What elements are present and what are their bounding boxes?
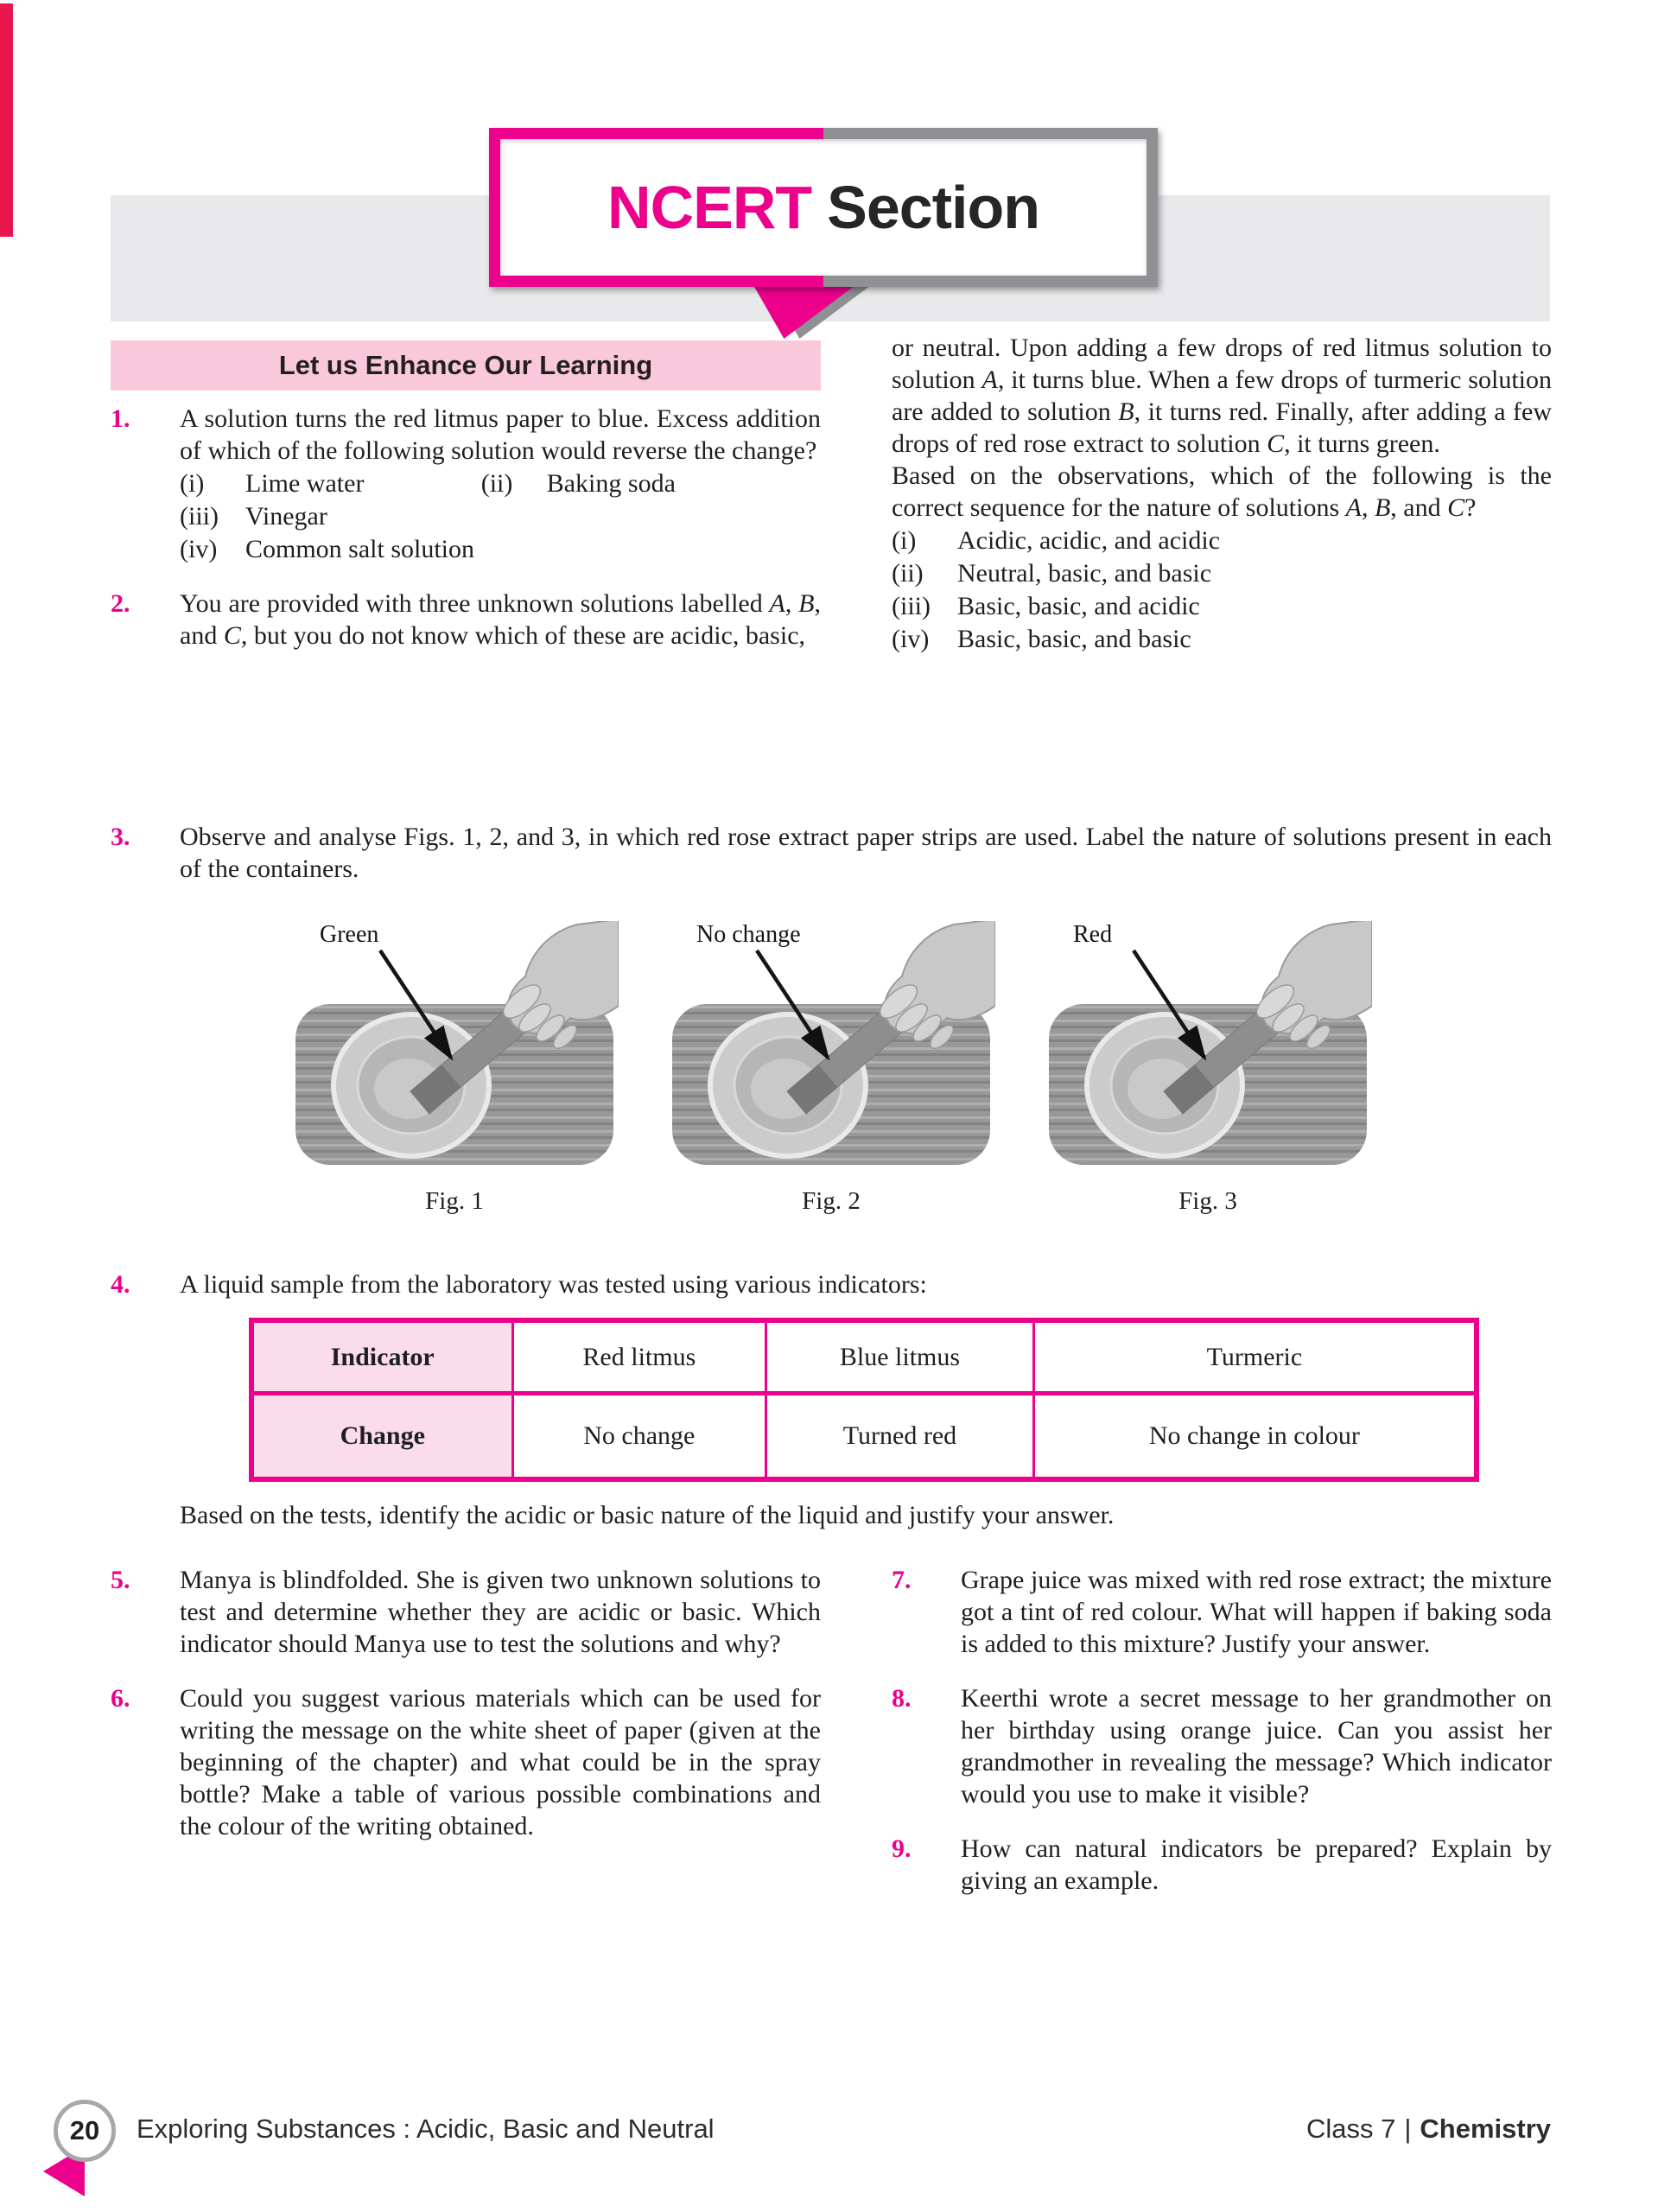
question-number: 2. [111,589,130,618]
option-text: Common salt solution [245,535,475,563]
question-8 [892,1682,1552,1810]
table-row [251,1393,1477,1479]
class-info [1306,2113,1551,2145]
text-segment: , it turns red. Finally, after adding a few drops of red rose extract to solution [892,397,1552,458]
text-segment: C [1447,493,1465,522]
option-label: (iv) [892,625,930,653]
question-number: 9. [892,1834,912,1863]
figures-row [111,921,1552,1216]
option-label: (ii) [892,559,924,588]
question-text: Grape juice was mixed with red rose extract; the mixture got a tint of red colour. What will happen if baking soda is added to this mixture? Justify your answer. [961,1566,1552,1658]
chapter-title: Exploring Substances : Acidic, Basic and Neutral [137,2113,715,2144]
indicator-table [249,1318,1479,1482]
section-title [500,139,1147,276]
option-label: (iii) [180,502,219,531]
option-line [892,524,1552,556]
text-segment: A [769,589,785,618]
table-row [251,1320,1477,1393]
text-segment: You are provided with three unknown solutions labelled [180,589,770,618]
table-cell: Turned red [766,1393,1034,1479]
table-cell: Blue litmus [766,1320,1034,1393]
question-4 [111,1268,1552,1531]
question-number: 8. [892,1684,912,1713]
question-body [180,1682,821,1842]
text-segment: B [1374,493,1391,522]
left-column-top [111,403,821,674]
strip-test-illustration [290,921,619,1180]
question-body [961,1833,1552,1897]
subject-label: Chemistry [1420,2113,1551,2144]
text-segment: or neutral. Upon adding a few drops of red litmus solution to solution [892,334,1552,394]
text-segment: , it turns blue. When a few drops of turmeric solution are added to solution [892,365,1552,426]
question-3-block [111,821,1552,907]
table-header-cell: Indicator [251,1320,512,1393]
figure-result-label: No change [696,921,801,948]
option-text: Acidic, acidic, and acidic [957,526,1221,555]
option-line [180,500,821,532]
figure-1 [290,921,619,1216]
text-segment: A [981,365,998,394]
option-line [892,590,1552,622]
text-segment: , and [1390,493,1448,522]
question-text: Could you suggest various materials which can be used for writing the message on the white sheet of paper (given at the beginning of the chapter) and what could be in the spray bottle? Make a table of various possible combinations and the colour of the writing obtained. [180,1684,821,1840]
question-2-continuation [892,332,1552,460]
text-segment: C [223,621,241,650]
strip-test-illustration [1044,921,1372,1180]
option-line [180,467,821,499]
question-text: Keerthi wrote a secret message to her grandmother on her birthday using orange juice. Can you assist her grandmother in revealing the message? Which indicator would you use to make it visible? [961,1684,1552,1808]
learning-banner [111,340,821,391]
option-text: Basic, basic, and acidic [957,592,1200,620]
page-number: 20 [69,2115,100,2145]
text-segment: , [785,589,799,618]
figure-caption: Fig. 1 [425,1187,484,1215]
option-ii [481,469,676,498]
class-label: Class 7 [1305,2113,1396,2144]
question-body [180,403,821,565]
right-column-bottom [892,1564,1552,1919]
question-number: 4. [111,1270,130,1299]
figure-result-label: Red [1073,921,1113,948]
question-2-subquestion [892,460,1552,524]
option-text: Basic, basic, and basic [957,625,1191,653]
table-cell: No change in colour [1033,1393,1477,1479]
option-label: (iii) [892,592,931,620]
question-text [180,588,821,652]
question-9 [892,1833,1552,1897]
question-3 [111,821,1552,885]
question-number: 5. [111,1566,130,1594]
option-text: Baking soda [546,469,676,498]
table-header-cell: Change [251,1393,512,1479]
option-label: (iv) [180,535,218,563]
question-text: A liquid sample from the laboratory was tested using various indicators: [180,1270,927,1299]
figure-result-label: Green [320,921,379,948]
figure-3 [1044,921,1372,1216]
question-body [961,1564,1552,1660]
learning-banner-title: Let us Enhance Our Learning [278,350,653,380]
page-footer [0,2098,1658,2210]
figure-caption: Fig. 3 [1178,1187,1237,1215]
table-cell: No change [512,1393,766,1479]
question-4-block [111,1268,1552,1554]
text-segment: , it turns green. [1284,429,1440,458]
text-segment: B [798,589,815,618]
text-segment: B [1118,397,1134,426]
text-segment: C [1267,429,1285,458]
option-line [892,557,1552,589]
divider: | [1404,2113,1412,2144]
question-body [961,1682,1552,1810]
option-line [180,533,821,565]
page-number-badge [54,2100,116,2162]
text-segment: Based on the observations, which of the following is the correct sequence for the nature of solutions [892,461,1552,522]
question-text: Observe and analyse Figs. 1, 2, and 3, in which red rose extract paper strips are used. Label the nature of solutions present in each of the containers. [180,823,1552,883]
section-title-bubble [489,128,1158,287]
question-5 [111,1564,821,1660]
strip-test-illustration [667,921,995,1180]
corner-accent-bar [0,3,13,237]
question-body [180,1564,821,1660]
option-text: Vinegar [245,502,327,531]
section-title-accent: NCERT [607,174,812,241]
option-line [892,623,1552,655]
question-2 [111,588,821,652]
question-7 [892,1564,1552,1660]
section-title-rest: Section [827,174,1039,241]
question-1 [111,403,821,565]
text-segment: , but you do not know which of these are acidic, basic, [240,621,806,650]
question-number: 6. [111,1684,130,1713]
text-segment: ? [1464,493,1477,522]
question-number: 3. [111,823,130,851]
question-note: Based on the tests, identify the acidic or basic nature of the liquid and justify your answer. [180,1501,1115,1529]
question-number: 1. [111,404,130,433]
question-body [180,588,821,652]
option-iv [180,535,474,563]
figure-caption: Fig. 2 [802,1187,861,1215]
question-6 [111,1682,821,1842]
question-body [180,1268,1552,1531]
option-i [180,467,481,499]
option-label: (i) [892,526,917,555]
question-body [180,821,1552,885]
option-text: Lime water [245,469,365,498]
text-segment: , and [180,589,821,650]
question-text: Manya is blindfolded. She is given two unknown solutions to test and determine whether they are acidic or basic. Which indicator should Manya use to test the solutions and why? [180,1566,821,1658]
table-cell: Red litmus [512,1320,766,1393]
figure-2 [667,921,995,1216]
right-column-top [892,332,1552,655]
table-cell: Turmeric [1033,1320,1477,1393]
question-number: 7. [892,1566,912,1594]
text-segment: , [1361,493,1375,522]
question-text: A solution turns the red litmus paper to blue. Excess addition of which of the following solution would reverse the change? [180,404,821,465]
option-label: (i) [180,469,205,498]
left-column-bottom [111,1564,821,1865]
question-text: How can natural indicators be prepared? Explain by giving an example. [961,1834,1552,1895]
option-iii [180,502,327,531]
option-text: Neutral, basic, and basic [957,559,1212,588]
option-label: (ii) [480,469,513,498]
text-segment: A [1345,493,1362,522]
